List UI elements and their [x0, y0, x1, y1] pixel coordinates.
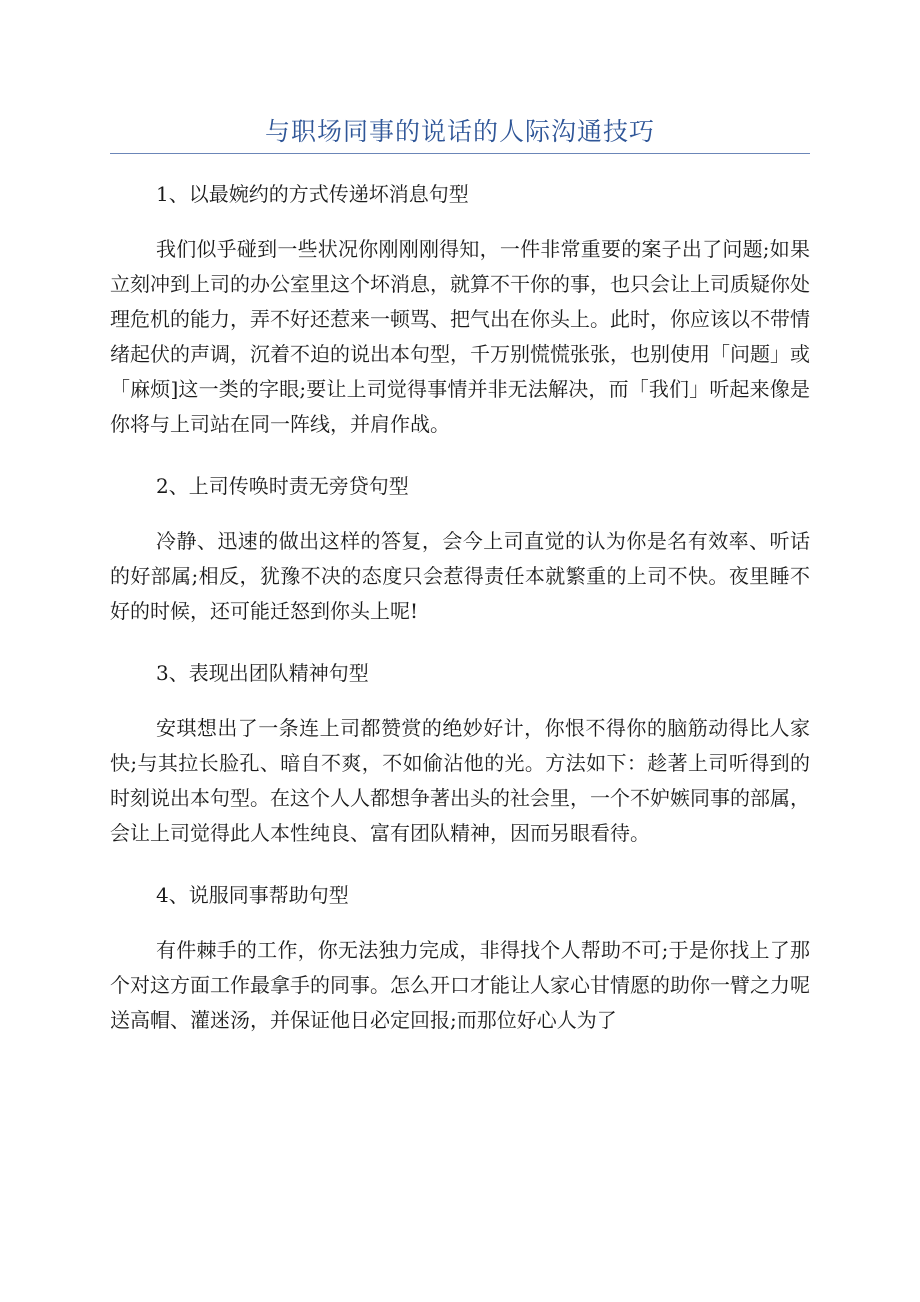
- section-heading-1: 1、以最婉约的方式传递坏消息句型: [156, 182, 469, 206]
- document-title: 与职场同事的说话的人际沟通技巧: [264, 117, 655, 146]
- section-paragraph-1: 我们似乎碰到一些状况你刚刚刚得知，一件非常重要的案子出了问题;如果立刻冲到上司的办公室里这个坏消息，就算不干你的事，也只会让上司质疑你处理危机的能力，弄不好还惹来一顿骂、把气出在你头上。此时，你应该以不带情绪起伏的声调，沉着不迫的说出本句型，千万别慌慌张张，也别使用「问题」或「麻烦]这一类的字眼;要让上司觉得事情并非无法解决，而「我们」听起来像是你将与上司站在同一阵线，并肩作战。: [110, 237, 810, 436]
- section-heading-3: 3、表现出团队精神句型: [156, 661, 369, 685]
- section-heading-2: 2、上司传唤时责无旁贷句型: [156, 474, 409, 498]
- section-paragraph-4: 有件棘手的工作，你无法独力完成，非得找个人帮助不可;于是你找上了那个对这方面工作最拿手的同事。怎么开口才能让人家心甘情愿的助你一臂之力呢送高帽、灌迷汤，并保证他日必定回报;而那位好心人为了: [110, 938, 810, 1032]
- section-paragraph-2: 冷静、迅速的做出这样的答复，会今上司直觉的认为你是名有效率、听话的好部属;相反，犹豫不决的态度只会惹得责任本就繁重的上司不快。夜里睡不好的时候，还可能迁怒到你头上呢!: [110, 529, 810, 623]
- document-body: [110, 172, 810, 1038]
- section-heading-4: 4、说服同事帮助句型: [156, 883, 349, 907]
- title-underline: [110, 153, 810, 154]
- section-paragraph-3: 安琪想出了一条连上司都赞赏的绝妙好计，你恨不得你的脑筋动得比人家快;与其拉长脸孔、暗自不爽，不如偷沾他的光。方法如下：趁著上司听得到的时刻说出本句型。在这个人人都想争著出头的社会里，一个不妒嫉同事的部属，会让上司觉得此人本性纯良、富有团队精神，因而另眼看待。: [110, 716, 810, 845]
